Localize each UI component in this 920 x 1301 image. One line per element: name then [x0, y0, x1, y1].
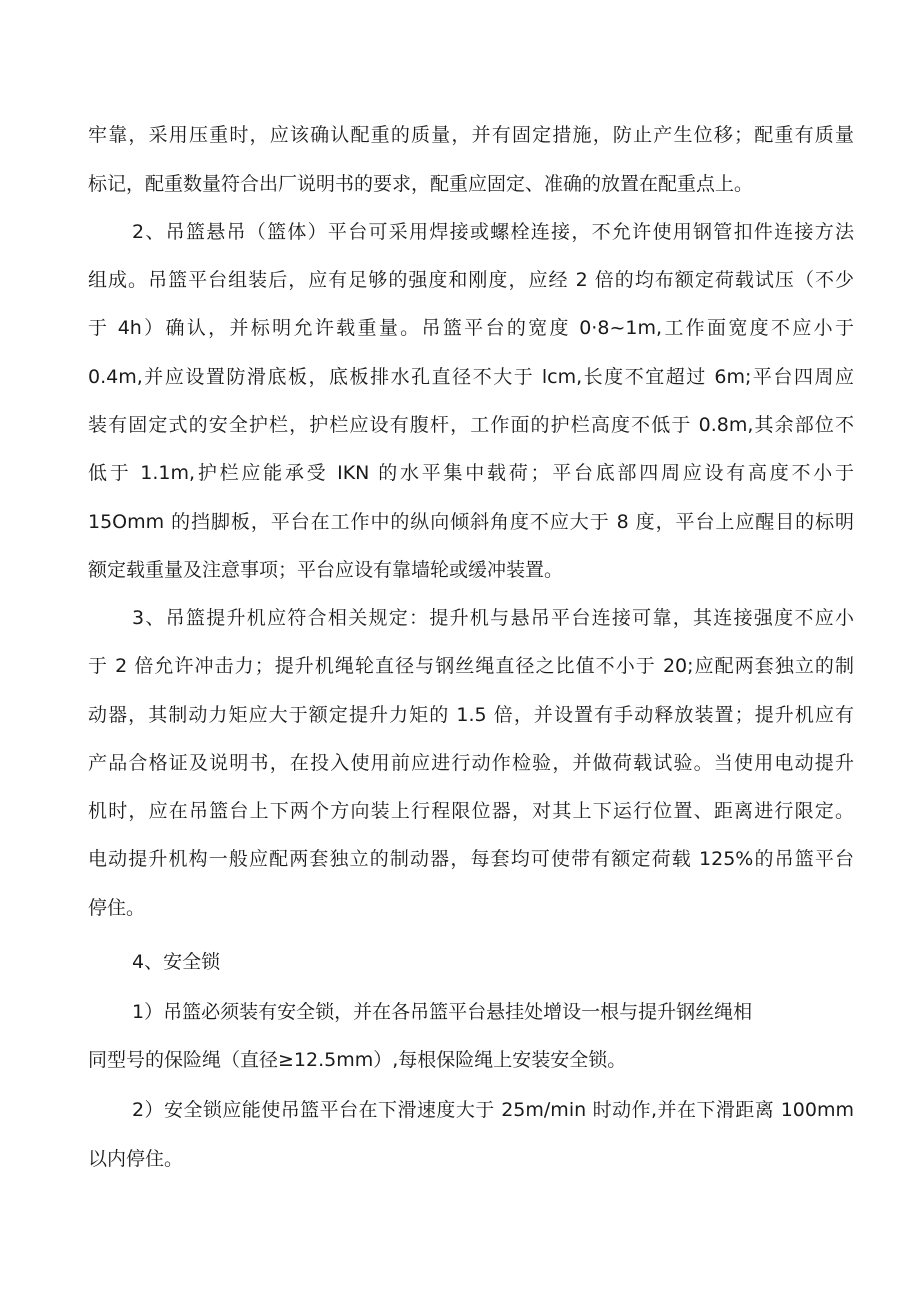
text-line: 同型号的保险绳（直径≥12.5mm）,每根保险绳上安装安全锁。: [88, 1049, 627, 1071]
text-line: 2、吊篮悬吊（篮体）平台可采用焊接或螺栓连接，不允许使用钢管扣件连接方法: [132, 221, 854, 243]
text-line: 停住。: [88, 897, 146, 919]
text-line: 1）吊篮必须装有安全锁，并在各吊篮平台悬挂处增设一根与提升钢丝绳相: [132, 1001, 753, 1023]
text-line: 于 2 倍允许冲击力；提升机绳轮直径与钢丝绳直径之比值不小于 20;应配两套独立的制: [88, 655, 854, 677]
text-line: 装有固定式的安全护栏，护栏应设有腹杆，工作面的护栏高度不低于 0.8m,其余部位不: [88, 414, 854, 436]
text-line: 以内停住。: [88, 1148, 184, 1170]
text-line: 2）安全锁应能使吊篮平台在下滑速度大于 25m∕min 时动作,并在下滑距离 100mm: [132, 1099, 854, 1121]
text-line: 组成。吊篮平台组装后，应有足够的强度和刚度，应经 2 倍的均布额定荷载试压（不少: [88, 269, 854, 291]
section-heading: 4、安全锁: [132, 951, 221, 973]
text-line: 额定载重量及注意事项；平台应设有靠墙轮或缓冲装置。: [88, 559, 564, 581]
text-line: 于 4h）确认，并标明允许载重量。吊篮平台的宽度 0·8~1m,工作面宽度不应小于: [88, 317, 854, 339]
text-line: 动器，其制动力矩应大于额定提升力矩的 1.5 倍，并设置有手动释放装置；提升机应有: [88, 704, 854, 726]
text-line: 3、吊篮提升机应符合相关规定：提升机与悬吊平台连接可靠，其连接强度不应小: [132, 607, 854, 629]
text-line: 15Omm 的挡脚板，平台在工作中的纵向倾斜角度不应大于 8 度，平台上应醒目的标明: [88, 511, 854, 533]
text-line: 0.4m,并应设置防滑底板，底板排水孔直径不大于 lcm,长度不宜超过 6m;平台四周应: [88, 366, 854, 388]
text-line: 牢靠，采用压重时，应该确认配重的质量，并有固定措施，防止产生位移；配重有质量: [88, 124, 854, 146]
text-line: 产品合格证及说明书，在投入使用前应进行动作检验，并做荷载试验。当使用电动提升: [88, 752, 854, 774]
text-line: 低于 1.1m,护栏应能承受 IKN 的水平集中载荷；平台底部四周应设有高度不小于: [88, 462, 854, 484]
text-line: 标记，配重数量符合出厂说明书的要求，配重应固定、准确的放置在配重点上。: [88, 173, 754, 195]
text-line: 机时，应在吊篮台上下两个方向装上行程限位器，对其上下运行位置、距离进行限定。: [88, 800, 854, 822]
text-line: 电动提升机构一般应配两套独立的制动器，每套均可使带有额定荷载 125%的吊篮平台: [88, 848, 854, 870]
